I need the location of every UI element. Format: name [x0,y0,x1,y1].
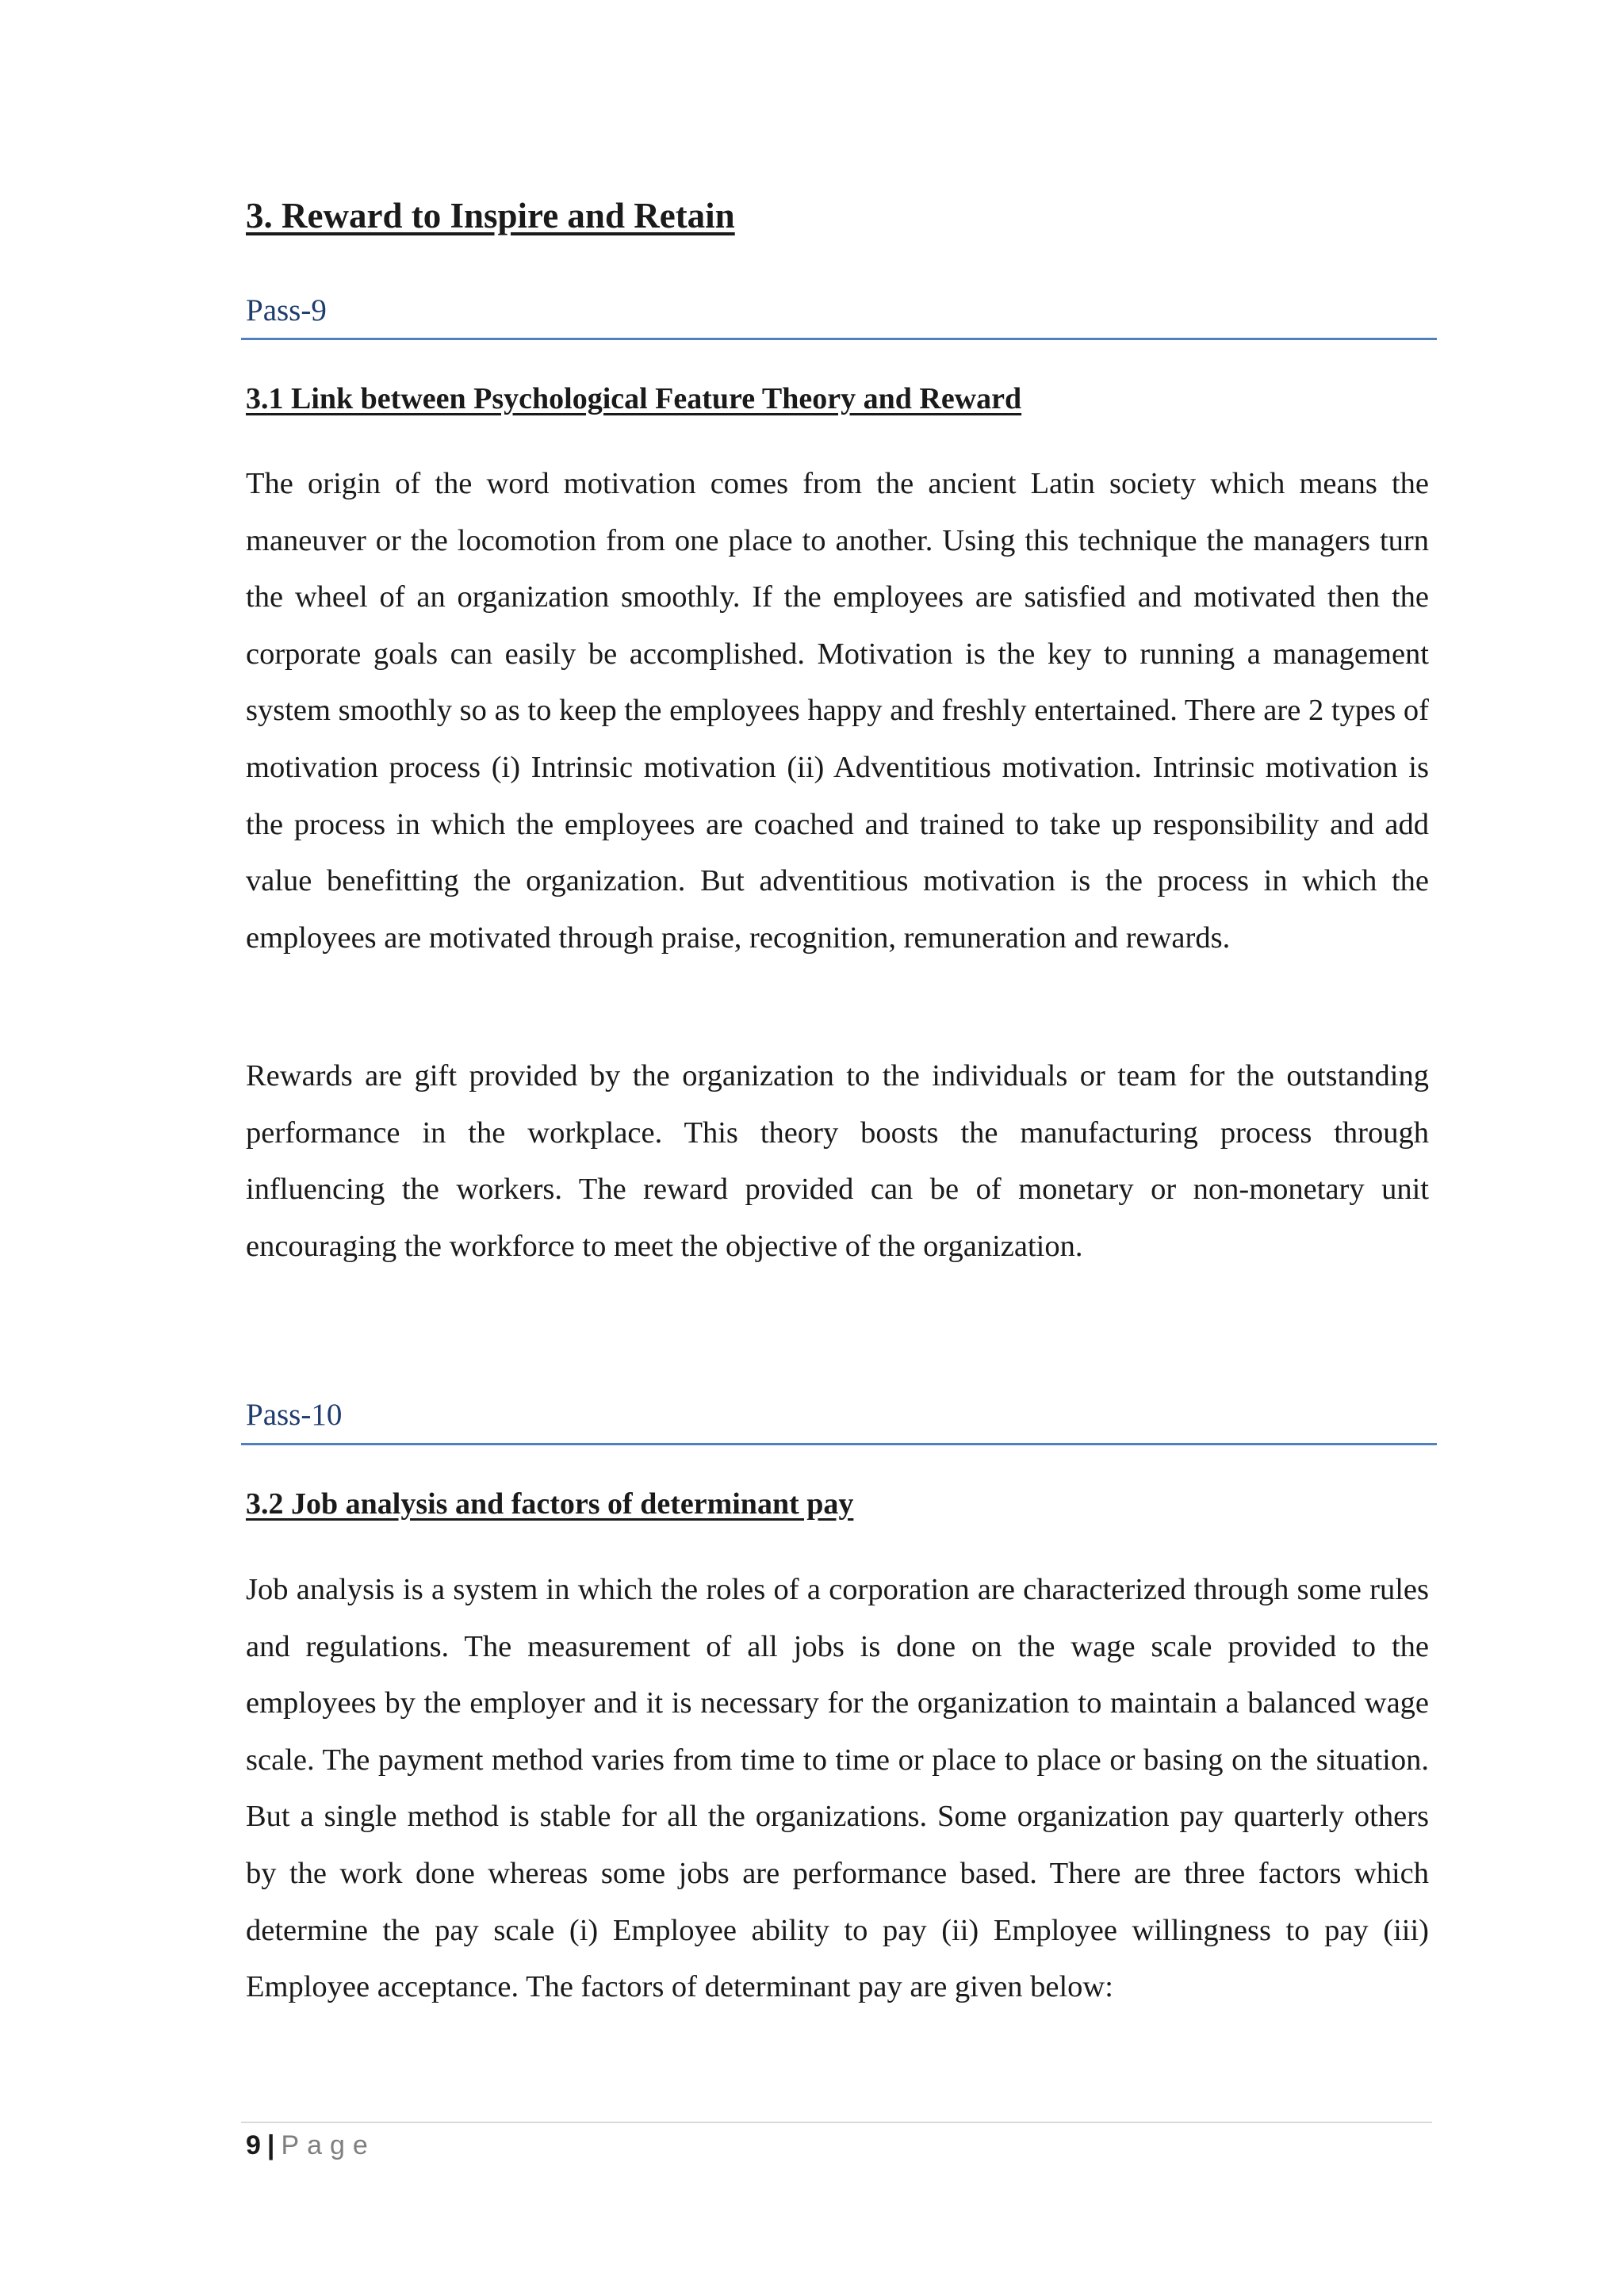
footer-separator: | [266,2130,275,2160]
pass-divider [241,1443,1437,1445]
pass-divider [241,338,1437,340]
pass-label: Pass-10 [246,1398,343,1432]
document-page [246,0,1432,2296]
section-subheading: 3.1 Link between Psychological Feature Theory and Reward [246,382,1022,415]
section-subheading: 3.2 Job analysis and factors of determinant pay [246,1487,854,1521]
pass-header-10 [246,1399,1432,1430]
main-heading: 3. Reward to Inspire and Retain [246,196,735,235]
footer-divider [241,2122,1432,2123]
body-paragraph: Rewards are gift provided by the organization to the individuals or team for the outstanding performance in the workplace. This theory boosts the manufacturing process through influencing the workers. The reward provided can be of monetary or non-monetary unit encouraging the workforce to meet the objective of the organization. [246,1059,1429,1263]
page-footer [246,2130,376,2162]
body-paragraph: The origin of the word motivation comes from the ancient Latin society which means the maneuver or the locomotion from one place to another. Using this technique the managers turn the wheel of an organization smoothly. If the employees are satisfied and motivated then the corporate goals can easily be accomplished. Motivation is the key to running a management system smoothly so as to keep the employees happy and freshly entertained. There are 2 types of motivation process (i) Intrinsic motivation (ii) Adventitious motivation. Intrinsic motivation is the process in which the employees are coached and trained to take up responsibility and add value benefitting the organization. But adventitious motivation is the process in which the employees are motivated through praise, recognition, remuneration and rewards. [246,467,1429,955]
pass-label: Pass-9 [246,293,327,327]
body-paragraph: Job analysis is a system in which the roles of a corporation are characterized through some rules and regulations. The measurement of all jobs is done on the wage scale provided to the employees by the employer and it is necessary for the organization to maintain a balanced wage scale. The payment method varies from time to time or place to place or basing on the situation. But a single method is stable for all the organizations. Some organization pay quarterly others by the work done whereas some jobs are performance based. There are three factors which determine the pay scale (i) Employee ability to pay (ii) Employee willingness to pay (iii) Employee acceptance. The factors of determinant pay are given below: [246,1573,1429,2004]
pass-header-9 [246,295,1432,326]
page-number: 9 [246,2130,261,2160]
page-word: Page [281,2130,376,2160]
